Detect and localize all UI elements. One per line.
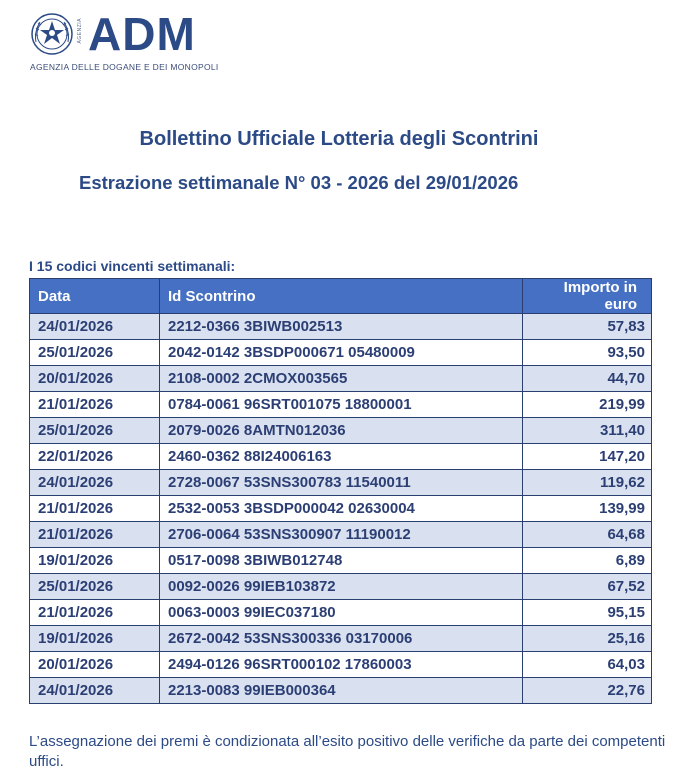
cell-amount: 25,16 bbox=[523, 626, 652, 652]
footer-note: L’assegnazione dei premi è condizionata all’esito positivo delle verifiche da parte dei competenti uffici. bbox=[29, 733, 666, 770]
italian-republic-emblem-icon bbox=[30, 12, 74, 56]
cell-date: 21/01/2026 bbox=[30, 392, 160, 418]
cell-amount: 57,83 bbox=[523, 314, 652, 340]
cell-amount: 64,03 bbox=[523, 652, 652, 678]
table-row bbox=[30, 522, 652, 548]
table-row bbox=[30, 392, 652, 418]
table-row bbox=[30, 496, 652, 522]
table-row bbox=[30, 548, 652, 574]
table-row bbox=[30, 470, 652, 496]
cell-receipt-id: 2532-0053 3BSDP000042 02630004 bbox=[160, 496, 523, 522]
table-body bbox=[30, 314, 652, 704]
cell-date: 25/01/2026 bbox=[30, 574, 160, 600]
table-row bbox=[30, 314, 652, 340]
table-caption: I 15 codici vincenti settimanali: bbox=[29, 258, 236, 274]
table-row bbox=[30, 626, 652, 652]
table-row bbox=[30, 418, 652, 444]
table-row bbox=[30, 444, 652, 470]
winning-codes-table bbox=[29, 278, 652, 704]
cell-date: 19/01/2026 bbox=[30, 626, 160, 652]
cell-receipt-id: 2672-0042 53SNS300336 03170006 bbox=[160, 626, 523, 652]
cell-date: 21/01/2026 bbox=[30, 496, 160, 522]
cell-amount: 64,68 bbox=[523, 522, 652, 548]
cell-receipt-id: 0063-0003 99IEC037180 bbox=[160, 600, 523, 626]
table-row bbox=[30, 600, 652, 626]
cell-amount: 119,62 bbox=[523, 470, 652, 496]
cell-receipt-id: 0092-0026 99IEB103872 bbox=[160, 574, 523, 600]
cell-amount: 95,15 bbox=[523, 600, 652, 626]
cell-amount: 6,89 bbox=[523, 548, 652, 574]
table-header-row bbox=[30, 279, 652, 314]
cell-receipt-id: 2460-0362 88I24006163 bbox=[160, 444, 523, 470]
cell-amount: 44,70 bbox=[523, 366, 652, 392]
column-header-amount: Importo in euro bbox=[523, 279, 652, 314]
cell-amount: 147,20 bbox=[523, 444, 652, 470]
cell-date: 25/01/2026 bbox=[30, 340, 160, 366]
cell-receipt-id: 2079-0026 8AMTN012036 bbox=[160, 418, 523, 444]
cell-receipt-id: 2728-0067 53SNS300783 11540011 bbox=[160, 470, 523, 496]
cell-amount: 139,99 bbox=[523, 496, 652, 522]
table-row bbox=[30, 678, 652, 704]
column-header-id: Id Scontrino bbox=[160, 279, 523, 314]
cell-receipt-id: 0517-0098 3BIWB012748 bbox=[160, 548, 523, 574]
cell-receipt-id: 2212-0366 3BIWB002513 bbox=[160, 314, 523, 340]
cell-date: 24/01/2026 bbox=[30, 470, 160, 496]
cell-amount: 311,40 bbox=[523, 418, 652, 444]
cell-receipt-id: 2108-0002 2CMOX003565 bbox=[160, 366, 523, 392]
cell-date: 20/01/2026 bbox=[30, 652, 160, 678]
cell-receipt-id: 0784-0061 96SRT001075 18800001 bbox=[160, 392, 523, 418]
document-subtitle: Estrazione settimanale N° 03 - 2026 del 29/01/2026 bbox=[79, 172, 519, 193]
cell-date: 24/01/2026 bbox=[30, 678, 160, 704]
agency-vertical-label: AGENZIA bbox=[77, 18, 83, 44]
table-row bbox=[30, 366, 652, 392]
cell-amount: 22,76 bbox=[523, 678, 652, 704]
cell-receipt-id: 2494-0126 96SRT000102 17860003 bbox=[160, 652, 523, 678]
agency-name: AGENZIA DELLE DOGANE E DEI MONOPOLI bbox=[30, 62, 219, 72]
table-row bbox=[30, 340, 652, 366]
cell-receipt-id: 2213-0083 99IEB000364 bbox=[160, 678, 523, 704]
cell-date: 24/01/2026 bbox=[30, 314, 160, 340]
cell-amount: 67,52 bbox=[523, 574, 652, 600]
cell-amount: 93,50 bbox=[523, 340, 652, 366]
cell-date: 21/01/2026 bbox=[30, 522, 160, 548]
cell-date: 19/01/2026 bbox=[30, 548, 160, 574]
cell-receipt-id: 2042-0142 3BSDP000671 05480009 bbox=[160, 340, 523, 366]
document-title: Bollettino Ufficiale Lotteria degli Scontrini bbox=[139, 128, 539, 150]
cell-date: 25/01/2026 bbox=[30, 418, 160, 444]
cell-date: 20/01/2026 bbox=[30, 366, 160, 392]
cell-date: 22/01/2026 bbox=[30, 444, 160, 470]
cell-receipt-id: 2706-0064 53SNS300907 11190012 bbox=[160, 522, 523, 548]
table-row bbox=[30, 574, 652, 600]
column-header-date: Data bbox=[30, 279, 160, 314]
table-row bbox=[30, 652, 652, 678]
agency-header bbox=[30, 8, 250, 74]
cell-amount: 219,99 bbox=[523, 392, 652, 418]
brand-logo: ADM bbox=[88, 8, 196, 60]
cell-date: 21/01/2026 bbox=[30, 600, 160, 626]
